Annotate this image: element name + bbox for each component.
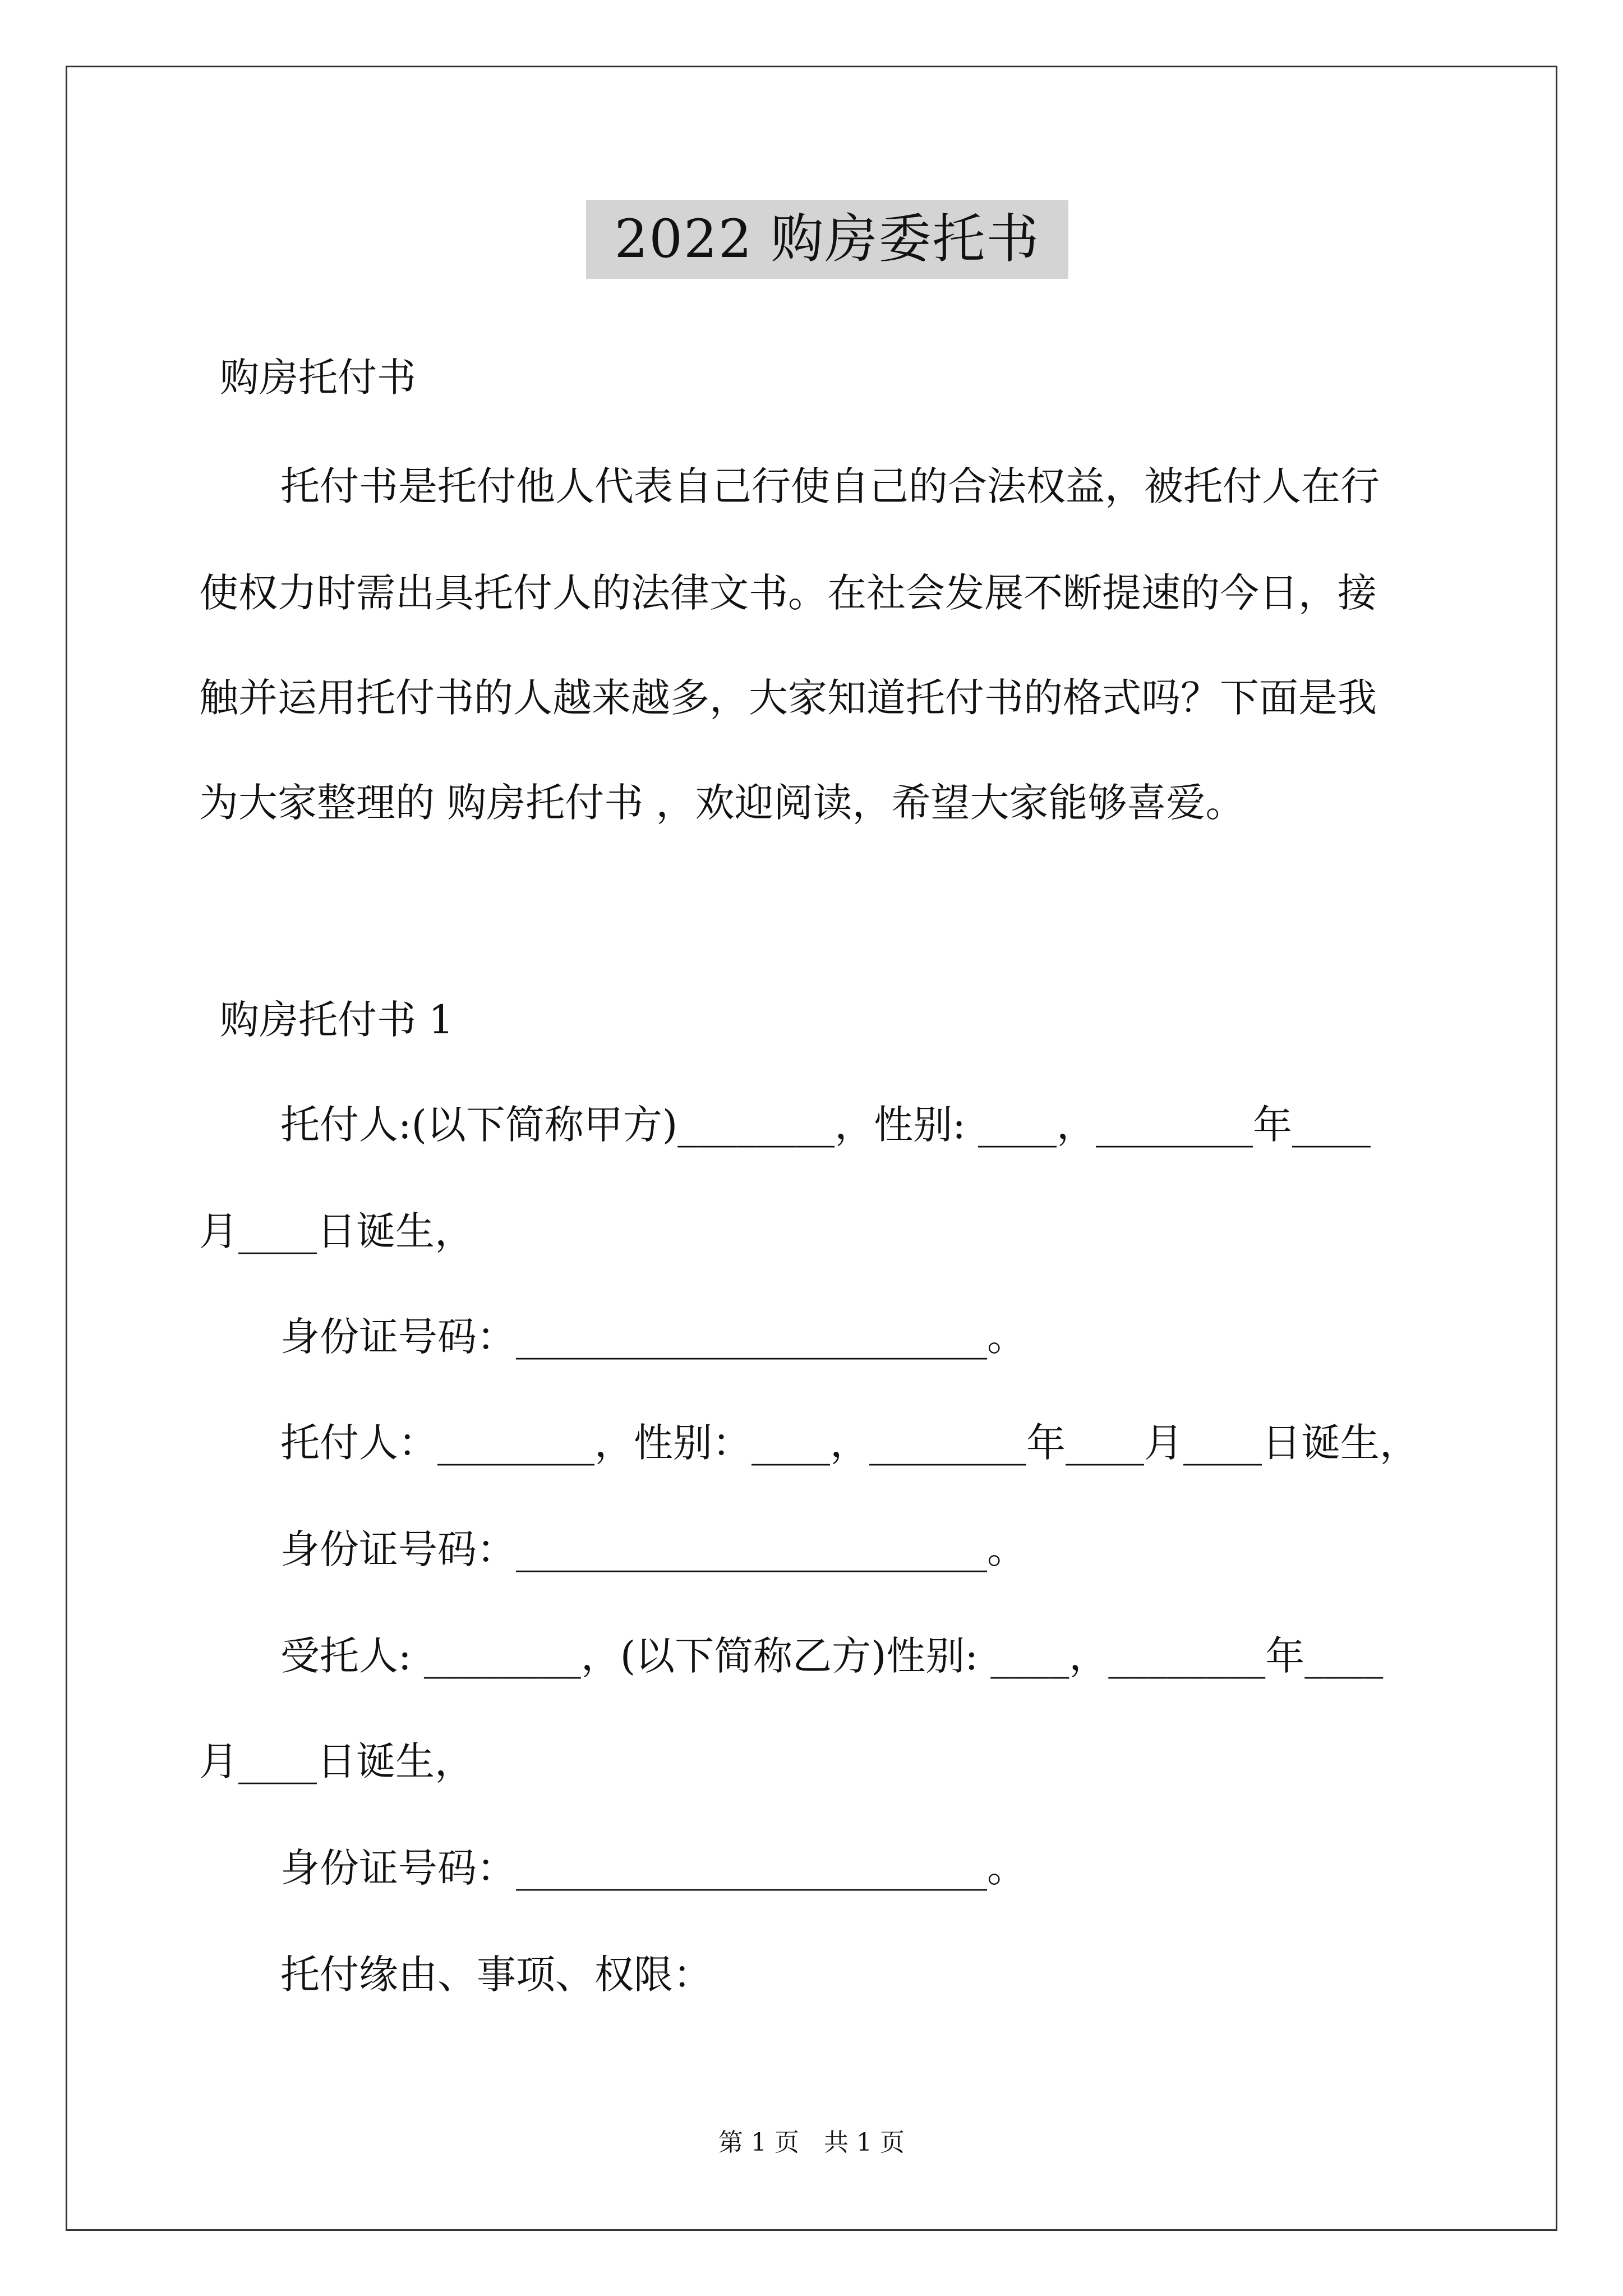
page-footer: 第 1 页 共 1 页	[718, 2128, 905, 2157]
intro-paragraph-line: 触并运用托付书的人越来越多，大家知道托付书的格式吗？下面是我	[199, 675, 1377, 721]
section-heading: 购房托付书	[220, 355, 416, 401]
section-heading: 购房托付书 1	[220, 997, 454, 1043]
form-line-principal: 托付人:(以下简称甲方)________，性别: ____，________年____	[280, 1102, 1371, 1148]
form-line-agent-birth: 月____日诞生，	[199, 1738, 474, 1784]
intro-paragraph-line: 托付书是托付他人代表自己行使自己的合法权益，被托付人在行	[280, 463, 1380, 509]
intro-paragraph-line: 使权力时需出具托付人的法律文书。在社会发展不断提速的今日，接	[199, 570, 1377, 616]
form-line-principal-birth: 月____日诞生，	[199, 1208, 474, 1254]
document-title: 2022 购房委托书	[586, 200, 1068, 279]
form-line-authorization: 托付缘由、事项、权限：	[280, 1952, 712, 1998]
form-line-principal-2: 托付人：________，性别：____，________年____月____日诞生，	[280, 1420, 1419, 1466]
form-line-id-number: 身份证号码：________________________。	[280, 1314, 1026, 1360]
form-line-id-number: 身份证号码：________________________。	[280, 1526, 1026, 1572]
intro-paragraph-line: 为大家整理的 购房托付书 ，欢迎阅读，希望大家能够喜爱。	[199, 780, 1245, 826]
form-line-agent: 受托人: ________，(以下简称乙方)性别: ____，________年____	[280, 1633, 1384, 1679]
form-line-id-number: 身份证号码：________________________。	[280, 1845, 1026, 1891]
